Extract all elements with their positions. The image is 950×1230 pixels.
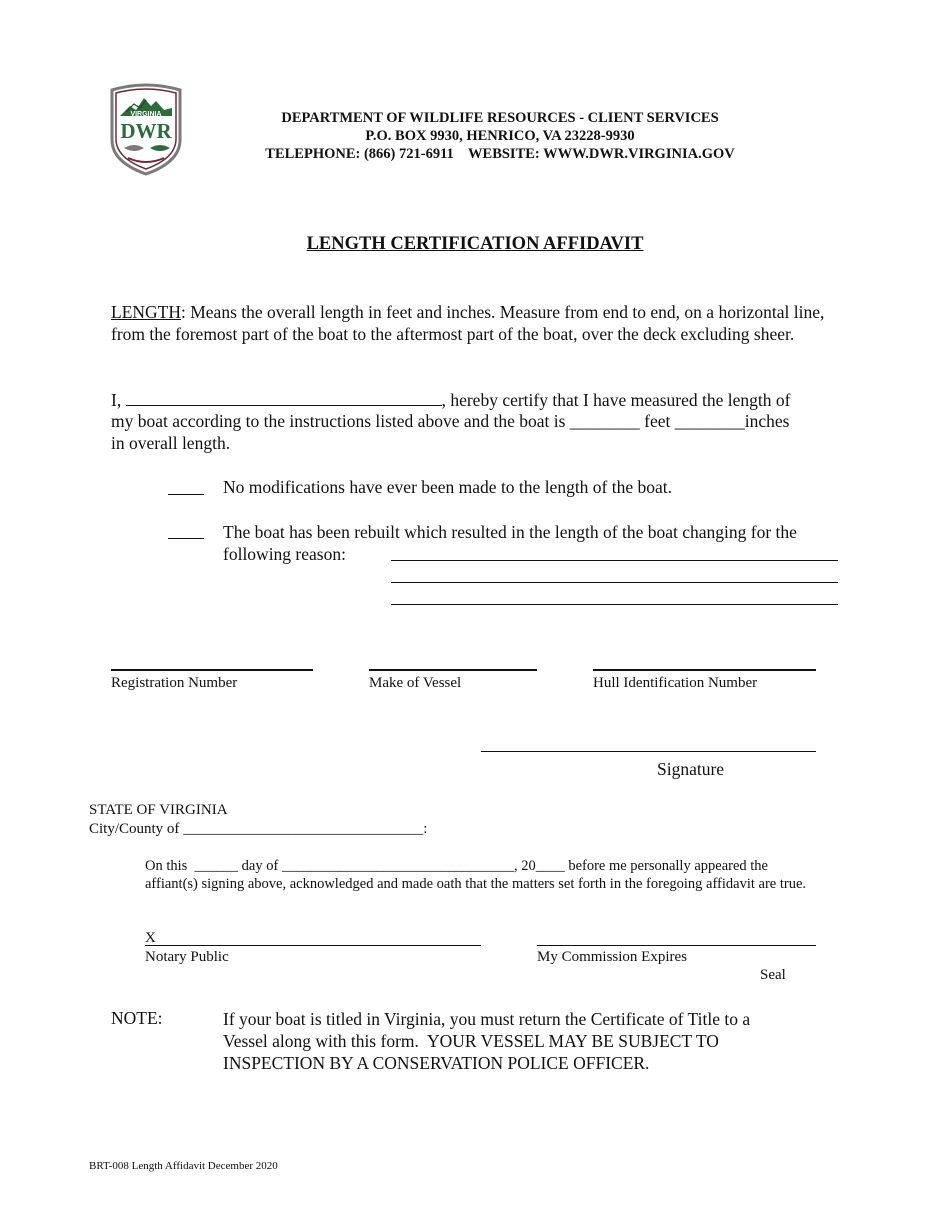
make-of-vessel-label: Make of Vessel [369,675,462,691]
registration-number-label: Registration Number [111,675,238,691]
commission-expires-label: My Commission Expires [537,949,688,965]
certify-start: I, [111,390,126,410]
certify-part2: my boat according to the instructions listed above and the boat is [111,411,570,431]
hull-id-field[interactable] [593,669,816,671]
day-of-label: day of [238,858,282,874]
dwr-shield-logo-icon [104,82,188,176]
certification-line-1 [111,388,851,411]
make-of-vessel-field[interactable] [369,669,537,671]
feet-label: feet [639,411,675,431]
signature-field[interactable] [481,751,816,752]
county-line [89,821,427,838]
reason-field-2[interactable] [391,582,838,583]
feet-field[interactable]: ________ [569,411,640,431]
agency-address: P.O. BOX 9930, HENRICO, VA 23228-9930 [365,128,635,144]
agency-name: DEPARTMENT OF WILDLIFE RESOURCES - CLIENT SERVICES [281,110,719,126]
oath-line-1 [145,858,768,875]
reason-field-3[interactable] [391,604,838,605]
length-definition [111,301,851,345]
certify-part3: in overall length. [111,433,231,453]
form-title: LENGTH CERTIFICATION AFFIDAVIT [306,234,644,254]
rebuilt-text-1: The boat has been rebuilt which resulted in the length of the boat changing for the [223,522,797,542]
no-modification-check-field[interactable] [168,494,204,495]
county-label: City/County of [89,821,184,837]
note-line-2: Vessel along with this form. YOUR VESSEL MAY BE SUBJECT TO [223,1031,719,1051]
no-modification-text: No modifications have ever been made to the length of the boat. [223,477,673,497]
year-prefix: , 20 [513,858,536,874]
note-line-1: If your boat is titled in Virginia, you must return the Certificate of Title to a [223,1009,751,1029]
hull-id-label: Hull Identification Number [593,675,758,691]
affiant-name-field[interactable] [126,388,442,406]
county-field[interactable]: ________________________________ [183,821,424,837]
notary-public-label: Notary Public [145,949,229,965]
appeared-text: before me personally appeared the [564,858,768,874]
oath-line-2: affiant(s) signing above, acknowledged and made oath that the matters set forth in the foregoing affidavit are true. [145,876,807,892]
logo-main-text: DWR [120,119,172,143]
agency-contact: TELEPHONE: (866) 721-6911 WEBSITE: WWW.DWR.VIRGINIA.GOV [265,146,735,162]
notary-signature-field[interactable] [145,945,481,946]
day-field[interactable]: ______ [194,858,239,874]
length-term: LENGTH [111,302,181,322]
certification-line-2 [111,410,851,432]
reason-field-1[interactable] [391,560,838,561]
notary-x-mark: X [145,930,156,946]
county-colon: : [423,821,428,837]
month-field[interactable]: ________________________________ [281,858,514,874]
logo-top-text: VIRGINIA [130,111,162,118]
signature-label: Signature [657,759,725,779]
note-label: NOTE: [111,1008,163,1028]
year-field[interactable]: ____ [535,858,565,874]
dwr-logo [104,82,188,176]
on-this-label: On this [145,858,195,874]
length-definition-text: : Means the overall length in feet and inches. Measure from end to end, on a horizontal line, from the foremost part of the boat to the aftermost part of the boat, over the deck excluding sheer. [111,302,825,344]
inches-field[interactable]: ________ [674,411,745,431]
registration-number-field[interactable] [111,669,313,671]
certify-part1: , hereby certify that I have measured the length of [441,390,791,410]
inches-label: inches [744,411,790,431]
state-label: STATE OF VIRGINIA [89,802,228,818]
form-footer: BRT-008 Length Affidavit December 2020 [89,1160,278,1172]
rebuilt-text-2: following reason: [223,544,346,564]
rebuilt-check-field[interactable] [168,538,204,539]
commission-expires-field[interactable] [537,945,816,946]
note-line-3: INSPECTION BY A CONSERVATION POLICE OFFICER. [223,1053,650,1073]
seal-label: Seal [760,967,786,983]
